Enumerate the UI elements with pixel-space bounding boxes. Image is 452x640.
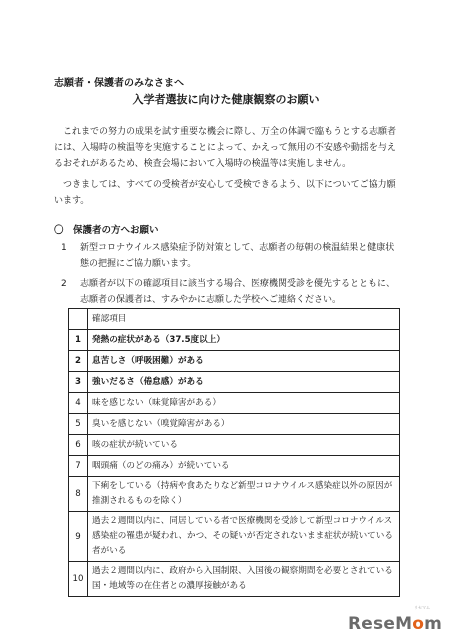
resemom-logo bbox=[348, 614, 442, 634]
list-item-text: 志願者が以下の確認項目に該当する場合、医療機関受診を優先するとともに、志願者の保護者は、すみやかに志願した学校へご連絡ください。 bbox=[80, 279, 396, 305]
row-number: 5 bbox=[69, 414, 88, 435]
row-text: 咽頭痛（のどの痛み）が続いている bbox=[88, 456, 400, 477]
table-row bbox=[69, 456, 400, 477]
row-number: 10 bbox=[69, 562, 88, 597]
row-text: 咳の症状が続いている bbox=[88, 435, 400, 456]
table-row bbox=[69, 435, 400, 456]
row-number: 7 bbox=[69, 456, 88, 477]
row-text: 過去２週間以内に、政府から入国制限、入国後の観察期間を必要とされている国・地域等の在住者との濃厚接触がある bbox=[88, 562, 400, 597]
table-row bbox=[69, 330, 400, 351]
table-row bbox=[69, 393, 400, 414]
row-number: 3 bbox=[69, 372, 88, 393]
greeting: 志願者・保護者のみなさまへ bbox=[54, 78, 184, 89]
logo-text: ReseMom bbox=[348, 614, 442, 634]
row-text: 息苦しさ（呼吸困難）がある bbox=[88, 351, 400, 372]
row-number: 9 bbox=[69, 512, 88, 562]
table-row bbox=[69, 414, 400, 435]
row-text: 過去２週間以内に、同居している者で医療機関を受診して新型コロナウイルス感染症の罹患が疑われ、かつ、その疑いが否定されないまま症状が続いている者がいる bbox=[88, 512, 400, 562]
request-paragraph: つきましては、すべての受検者が安心して受検できるよう、以下についてご協力願います。 bbox=[54, 180, 396, 206]
row-number: 8 bbox=[69, 477, 88, 512]
list-item-text: 新型コロナウイルス感染症予防対策として、志願者の毎朝の検温結果と健康状態の把握にご協力願います。 bbox=[80, 243, 395, 269]
logo-subtext: リセマム bbox=[414, 605, 430, 610]
table-row bbox=[69, 512, 400, 562]
row-text: 下痢をしている（持病や食あたりなど新型コロナウイルス感染症以外の原因が推測されるものを除く） bbox=[88, 477, 400, 512]
checklist-table bbox=[68, 308, 400, 597]
row-number: 4 bbox=[69, 393, 88, 414]
row-number: 2 bbox=[69, 351, 88, 372]
section-heading: 〇 保護者の方へお願い bbox=[54, 225, 159, 236]
list-item-number: 1 bbox=[61, 243, 67, 253]
table-row bbox=[69, 562, 400, 597]
row-number: 1 bbox=[69, 330, 88, 351]
list-item bbox=[54, 276, 399, 308]
row-text: 発熱の症状がある（37.5度以上） bbox=[88, 330, 400, 351]
intro-paragraph: これまでの努力の成果を試す重要な機会に際し、万全の体調で臨もうとする志願者には、入場時の検温等を実施することによって、かえって無用の不安感や動揺を与えるおそれがあるため、検査会場において入場時の検温等は実施しません。 bbox=[54, 127, 397, 169]
table-cell bbox=[69, 309, 88, 330]
page-title: 入学者選抜に向けた健康観察のお願い bbox=[132, 93, 320, 106]
row-text: 臭いを感じない（嗅覚障害がある） bbox=[88, 414, 400, 435]
list-item bbox=[54, 240, 399, 272]
table-header: 確認項目 bbox=[88, 309, 400, 330]
row-text: 強いだるさ（倦怠感）がある bbox=[88, 372, 400, 393]
row-text: 味を感じない（味覚障害がある） bbox=[88, 393, 400, 414]
table-row bbox=[69, 477, 400, 512]
list-item-number: 2 bbox=[61, 279, 67, 289]
table-row bbox=[69, 372, 400, 393]
row-number: 6 bbox=[69, 435, 88, 456]
table-row bbox=[69, 351, 400, 372]
table-header-row bbox=[69, 309, 400, 330]
